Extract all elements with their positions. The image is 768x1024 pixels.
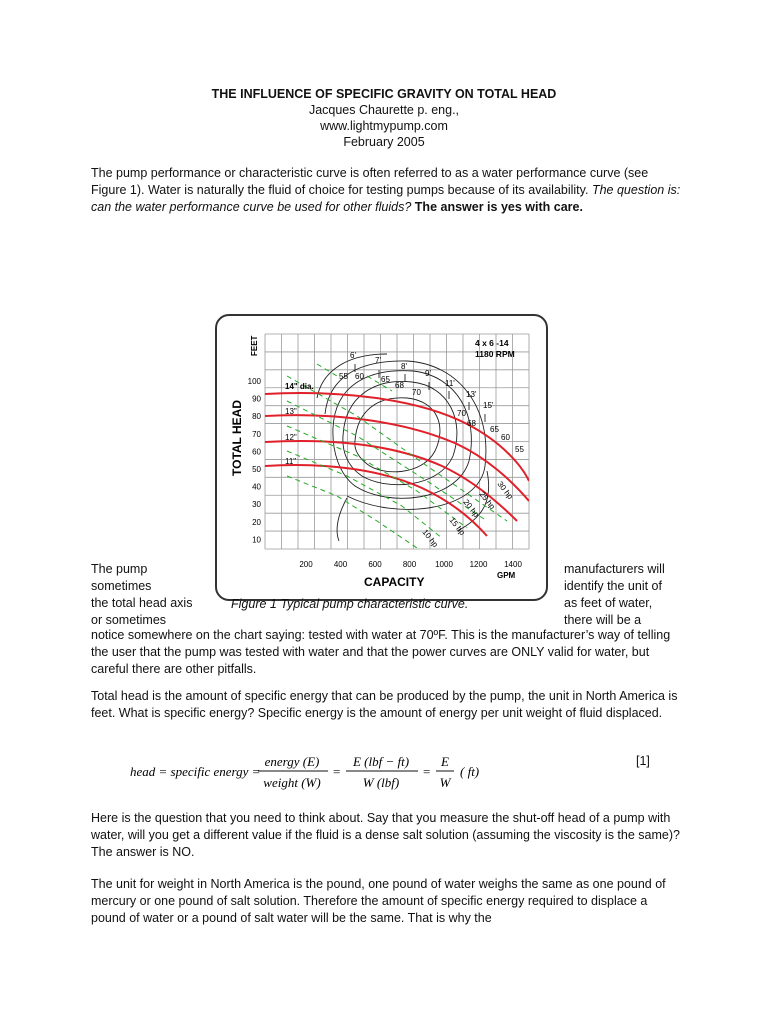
pump-model: 4 x 6 -14 (475, 338, 509, 348)
y-tick-label: 70 (252, 429, 261, 439)
x-tick-label: 200 (299, 560, 313, 569)
y-tick-label: 60 (252, 447, 261, 457)
pump-curve-figure (215, 314, 548, 601)
impeller-11-label: 11" (285, 457, 297, 466)
x-tick-label: 400 (333, 560, 348, 569)
wrap-right-2: identify the unit of (564, 579, 662, 593)
head-equation (130, 752, 630, 794)
equals-1: = (333, 764, 341, 779)
frac3-den: W (439, 775, 451, 790)
npsh-label-4: 9' (425, 369, 431, 378)
x-axis-title: CAPACITY (364, 575, 425, 589)
document-title: THE INFLUENCE OF SPECIFIC GRAVITY ON TOTAL HEAD (211, 87, 557, 101)
impeller-12-label: 12" (285, 433, 297, 442)
npsh-label-3: 8' (401, 362, 407, 371)
wrap-left-1: The pump (91, 562, 148, 576)
impeller-13-label: 13" (285, 407, 297, 416)
wrap-left-2: sometimes (91, 579, 152, 593)
y-tick-label: 40 (252, 482, 261, 492)
npsh-label-2: 7' (375, 356, 381, 365)
power-label-15: 15 hp (447, 515, 467, 538)
equation-lhs: head = specific energy = (130, 764, 261, 779)
figure-caption: Figure 1 Typical pump characteristic curve. (231, 597, 469, 611)
power-label-20: 20 hp (461, 497, 481, 520)
eff-right-3: 65 (490, 425, 499, 434)
date: February 2005 (343, 135, 425, 149)
website: www.lightmypump.com (320, 119, 448, 133)
x-tick-label: 800 (402, 560, 417, 569)
y-tick-label: 90 (252, 394, 261, 404)
npsh-label-7: 15' (483, 401, 494, 410)
x-tick-label: 1400 (504, 560, 522, 569)
intro-question: The question is: can the water performance curve be used for other fluids? (91, 183, 681, 214)
y-tick-labels (248, 377, 262, 544)
npsh-label-1: 6' (350, 351, 356, 360)
impeller-labels (285, 382, 314, 466)
intro-text: The pump performance or characteristic curve is often referred to as a water performance curve (see Figure 1). Water is naturally the fluid of choice for testing pumps because of its availability. (91, 166, 649, 197)
x-tick-labels (299, 560, 522, 569)
y-tick-label: 20 (252, 517, 261, 527)
wrap-right-1: manufacturers will (564, 562, 665, 576)
eff-right-1: 70 (457, 409, 466, 418)
wrap-left-3: the total head axis (91, 596, 193, 610)
power-label-25: 25 hp (477, 489, 497, 512)
wrap-right-4: there will be a (564, 613, 642, 627)
impeller-14-label: 14" dia. (285, 382, 314, 391)
frac1-num: energy (E) (264, 754, 320, 769)
eff-left-3: 65 (381, 375, 390, 384)
eff-left-1: 55 (339, 372, 348, 381)
frac3-num: E (441, 754, 449, 769)
y-tick-label: 50 (252, 465, 261, 474)
intro-paragraph (91, 165, 681, 216)
frac2-den: W (lbf) (362, 775, 400, 790)
pump-curve-chart (217, 316, 546, 599)
pump-rpm: 1180 RPM (475, 349, 515, 359)
author: Jacques Chaurette p. eng., (308, 103, 460, 117)
power-label-10: 10 hp (420, 527, 440, 550)
eff-right-2: 68 (467, 419, 476, 428)
x-unit-label: GPM (497, 571, 516, 580)
x-tick-label: 600 (368, 560, 382, 569)
frac1-den: weight (W) (263, 775, 321, 790)
x-tick-label: 1200 (469, 560, 488, 569)
eff-left-4: 68 (395, 381, 404, 390)
npsh-label-6: 13' (466, 390, 477, 399)
paragraph-4: Here is the question that you need to think about. Say that you measure the shut-off head of a pump with water, will you get a different value if the fluid is a dense salt solution (assuming the viscosity is the same)? The answer is NO. (91, 811, 680, 859)
y-tick-label: 10 (252, 535, 261, 545)
y-axis-title: TOTAL HEAD (230, 399, 244, 476)
y-tick-label: 30 (252, 500, 261, 510)
eff-right-4: 60 (501, 433, 510, 442)
equation-number: [1] (636, 754, 650, 768)
intro-answer: The answer is yes with care. (414, 200, 583, 214)
eff-right-5: 55 (515, 445, 524, 454)
equals-2: = (423, 764, 431, 779)
y-unit-label: FEET (250, 335, 259, 356)
npsh-label-5: 11' (445, 379, 455, 388)
paragraph-5: The unit for weight in North America is the pound, one pound of water weighs the same as one pound of mercury or one pound of salt solution. Therefore the amount of specific energy required to displace a pound of water or a pound of salt water will be the same. That is why the (91, 877, 666, 925)
y-tick-label: 100 (247, 377, 261, 386)
wrap-right-3: as feet of water, (564, 596, 653, 610)
y-tick-label: 80 (252, 412, 261, 422)
eff-left-2: 60 (355, 372, 364, 381)
paragraph-3: Total head is the amount of specific energy that can be produced by the pump, the unit in North America is feet. What is specific energy? Specific energy is the amount of energy per unit weight of fluid displaced. (91, 689, 678, 720)
frac2-num: E (lbf − ft) (352, 754, 410, 769)
power-label-30: 30 hp (495, 479, 515, 502)
paragraph-2: notice somewhere on the chart saying: tested with water at 70ºF. This is the manufacturer’s way of telling the user that the pump was tested with water and that the power curves are ONLY valid for water, but careful there are other pitfalls. (91, 628, 671, 676)
power-labels (420, 480, 515, 550)
x-tick-label: 1000 (435, 560, 453, 569)
equation-tail: ( ft) (460, 764, 480, 779)
eff-left-5: 70 (412, 388, 421, 397)
wrap-left-4: or sometimes (91, 613, 167, 627)
npsh-labels (350, 351, 494, 410)
